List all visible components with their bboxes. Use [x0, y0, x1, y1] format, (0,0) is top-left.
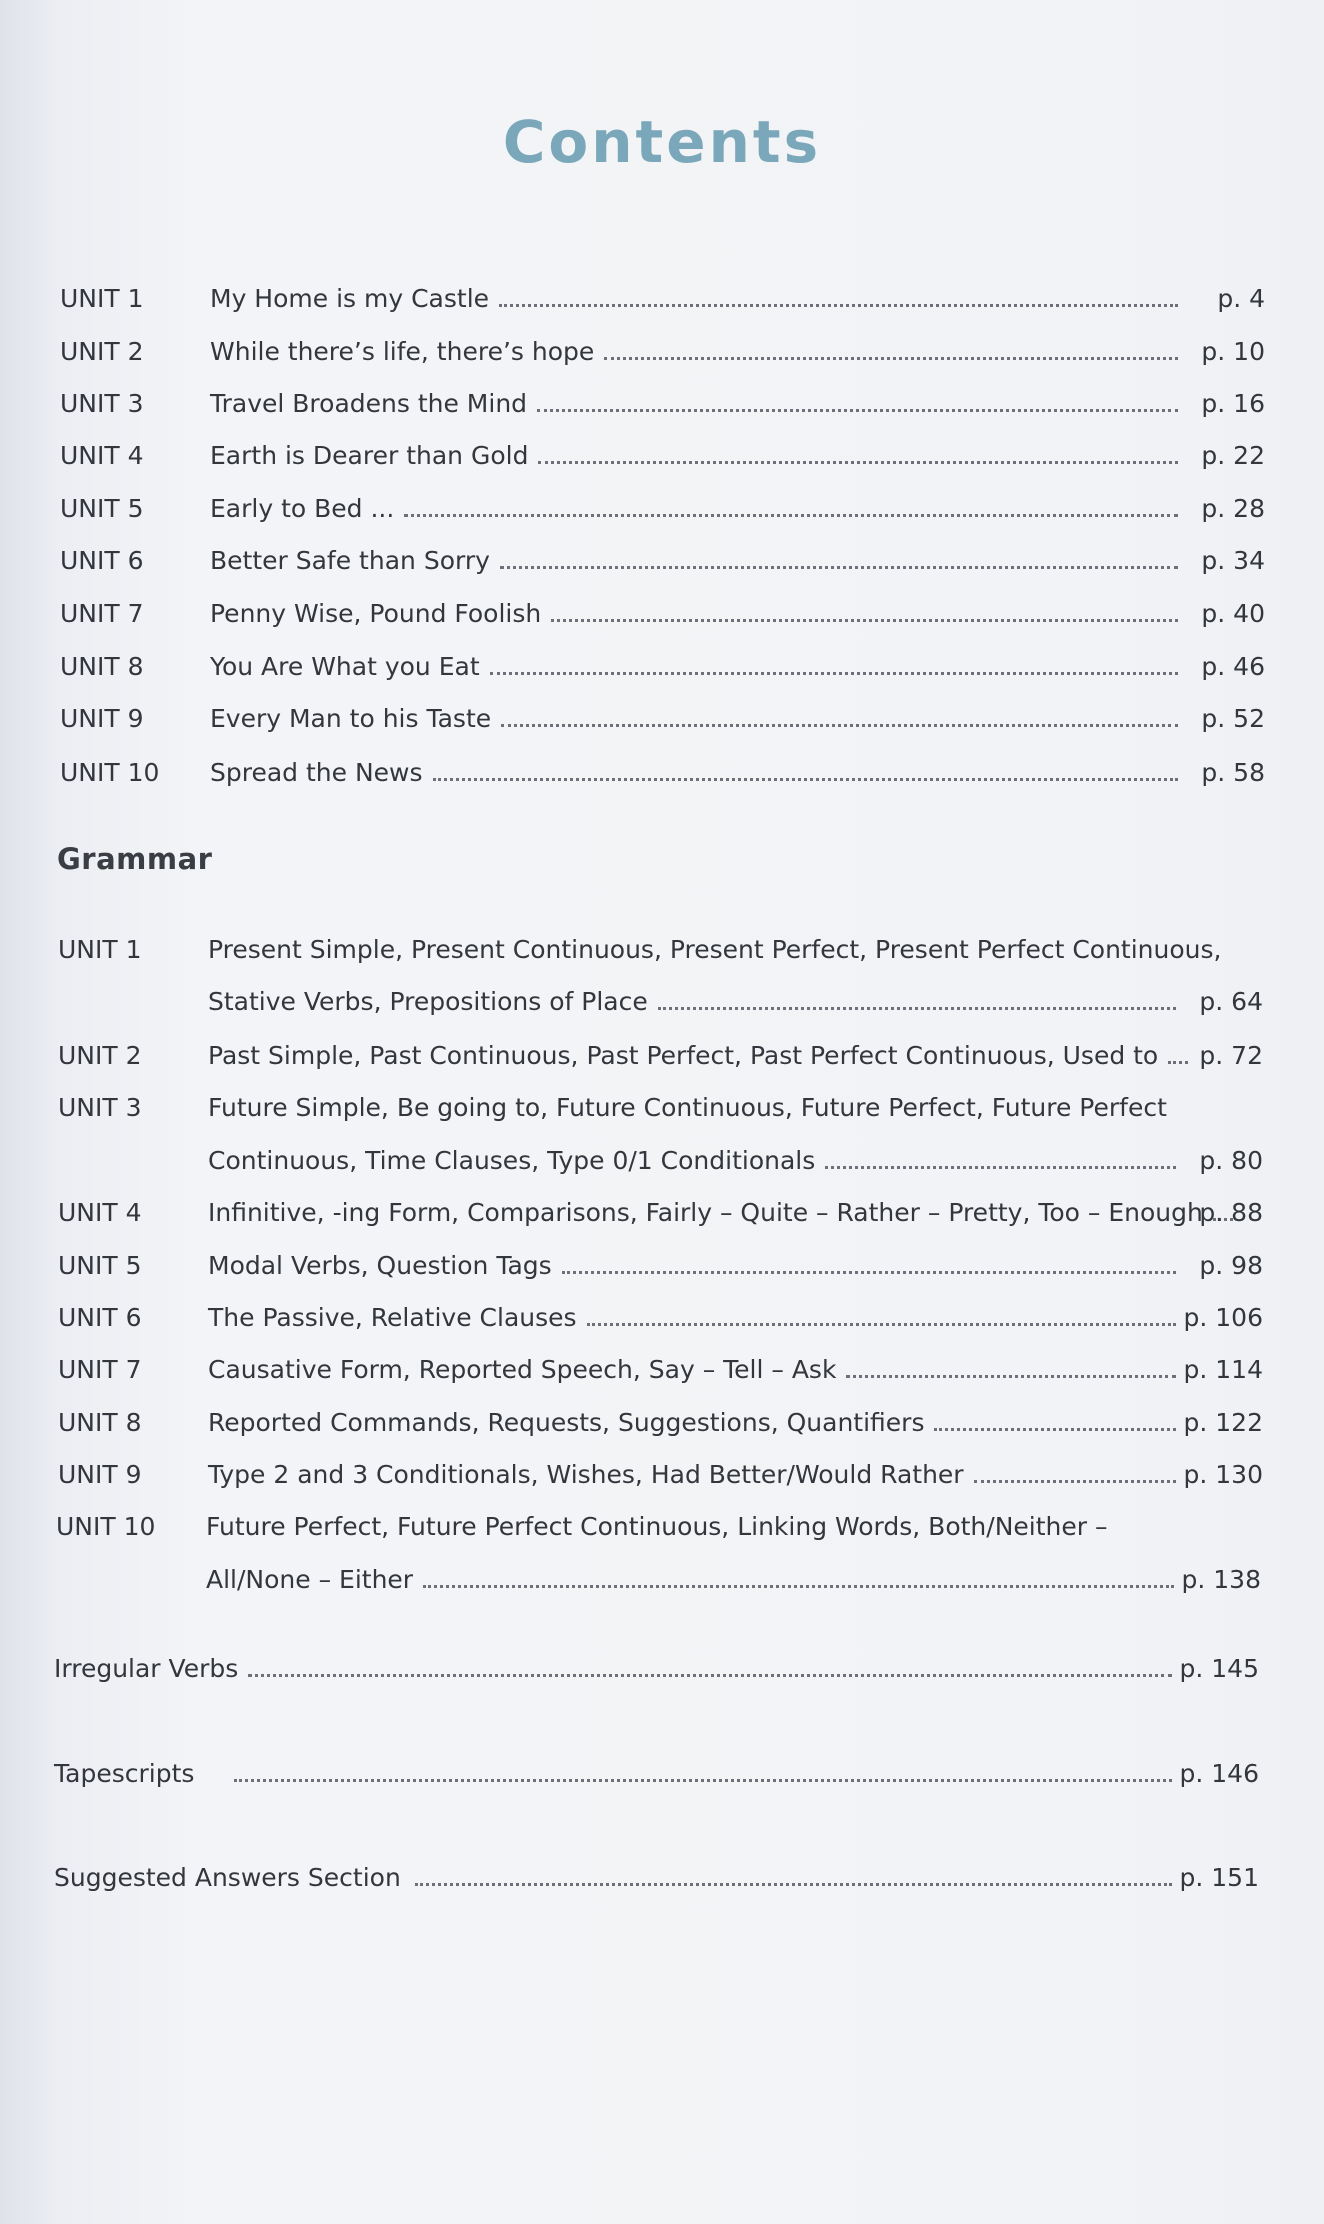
grammar-topic: Past Simple, Past Continuous, Past Perfect, Past Perfect Continuous, Used to [208, 1041, 1159, 1070]
toc-entry-suggested-answers[interactable] [54, 1858, 1259, 1898]
unit-label: UNIT 6 [60, 546, 144, 575]
grammar-topic-line1: Future Perfect, Future Perfect Continuous, Linking Words, Both/Neither – [206, 1512, 1108, 1541]
unit-label: UNIT 5 [58, 1251, 142, 1280]
grammar-topic: Type 2 and 3 Conditionals, Wishes, Had Better/Would Rather [208, 1460, 964, 1489]
grammar-entry-unit-9[interactable] [58, 1455, 1263, 1495]
page-number: p. 72 [1199, 1041, 1263, 1070]
page-number: p. 145 [1179, 1654, 1259, 1683]
dot-leader [551, 618, 1178, 622]
page-number: p. 4 [1217, 284, 1265, 313]
unit-label: UNIT 2 [58, 1041, 142, 1070]
grammar-topic-line2: All/None – Either [206, 1565, 414, 1594]
grammar-topic: Causative Form, Reported Speech, Say – Tell – Ask [208, 1355, 837, 1384]
page-number: p. 10 [1201, 337, 1265, 366]
dot-leader [974, 1479, 1176, 1483]
dot-leader [433, 777, 1178, 781]
grammar-topic-line1: Future Simple, Be going to, Future Continuous, Future Perfect, Future Perfect [208, 1093, 1167, 1122]
dot-leader [500, 565, 1178, 569]
grammar-topic-line2: Stative Verbs, Prepositions of Place [208, 987, 648, 1016]
page-number: p. 122 [1183, 1408, 1263, 1437]
unit-label: UNIT 1 [60, 284, 144, 313]
page-number: p. 16 [1201, 389, 1265, 418]
unit-topic: Travel Broadens the Mind [210, 389, 528, 418]
page-number: p. 22 [1201, 441, 1265, 470]
dot-leader [658, 1006, 1176, 1010]
appendix-label: Suggested Answers Section [54, 1863, 401, 1892]
page-number: p. 80 [1199, 1146, 1263, 1175]
unit-label: UNIT 7 [60, 599, 144, 628]
dot-leader [537, 408, 1178, 412]
unit-topic: Better Safe than Sorry [210, 546, 490, 575]
dot-leader [846, 1374, 1176, 1378]
unit-label: UNIT 9 [60, 704, 144, 733]
page-number: p. 106 [1183, 1303, 1263, 1332]
unit-label: UNIT 8 [58, 1408, 142, 1437]
page-number: p. 46 [1201, 652, 1265, 681]
unit-label: UNIT 3 [60, 389, 144, 418]
unit-label: UNIT 10 [60, 758, 160, 787]
dot-leader [825, 1165, 1176, 1169]
toc-entry-irregular-verbs[interactable] [54, 1649, 1259, 1689]
unit-topic: While there’s life, there’s hope [210, 337, 595, 366]
dot-leader [934, 1427, 1176, 1431]
dot-leader [415, 1882, 1172, 1886]
dot-leader [234, 1778, 1172, 1782]
page-number: p. 34 [1201, 546, 1265, 575]
toc-entry-unit-3[interactable] [60, 384, 1265, 424]
grammar-topic: Reported Commands, Requests, Suggestions, Quantifiers [208, 1408, 925, 1437]
unit-label: UNIT 8 [60, 652, 144, 681]
dot-leader [562, 1270, 1176, 1274]
dot-leader [499, 303, 1178, 307]
dot-leader [538, 460, 1178, 464]
page-title: Contents [502, 108, 822, 176]
appendix-label: Tapescripts [54, 1759, 195, 1788]
unit-topic: Earth is Dearer than Gold [210, 441, 529, 470]
unit-label: UNIT 2 [60, 337, 144, 366]
grammar-entry-unit-8[interactable] [58, 1403, 1263, 1443]
unit-label: UNIT 6 [58, 1303, 142, 1332]
grammar-entry-unit-5[interactable] [58, 1246, 1263, 1286]
page-number: p. 40 [1201, 599, 1265, 628]
unit-label: UNIT 4 [58, 1198, 142, 1227]
dot-leader [248, 1673, 1172, 1677]
toc-entry-unit-5[interactable] [60, 489, 1265, 529]
grammar-topic-row [58, 1141, 1263, 1181]
unit-topic: Every Man to his Taste [210, 704, 492, 733]
toc-entry-unit-4[interactable] [60, 436, 1265, 476]
dot-leader [501, 723, 1178, 727]
unit-topic: Spread the News [210, 758, 423, 787]
appendix-label: Irregular Verbs [54, 1654, 239, 1683]
dot-leader [490, 671, 1178, 675]
unit-label: UNIT 4 [60, 441, 144, 470]
grammar-heading: Grammar [57, 842, 213, 876]
unit-topic: Early to Bed ... [210, 494, 395, 523]
toc-entry-unit-9[interactable] [60, 699, 1265, 739]
unit-label: UNIT 1 [58, 935, 142, 964]
grammar-entry-unit-7[interactable] [58, 1350, 1263, 1390]
toc-entry-unit-2[interactable] [60, 332, 1265, 372]
page-number: p. 151 [1179, 1863, 1259, 1892]
page-number: p. 64 [1199, 987, 1263, 1016]
grammar-topic: Modal Verbs, Question Tags [208, 1251, 552, 1280]
dot-leader [404, 513, 1178, 517]
page-number: p. 146 [1179, 1759, 1259, 1788]
unit-label: UNIT 5 [60, 494, 144, 523]
dot-leader [587, 1322, 1176, 1326]
page-number: p. 98 [1199, 1251, 1263, 1280]
page-number: p. 88 [1199, 1198, 1263, 1227]
grammar-entry-unit-6[interactable] [58, 1298, 1263, 1338]
grammar-topic-line2: Continuous, Time Clauses, Type 0/1 Conditionals [208, 1146, 816, 1175]
toc-entry-unit-10[interactable] [60, 753, 1265, 793]
page-number: p. 130 [1183, 1460, 1263, 1489]
grammar-topic-row [56, 1560, 1261, 1600]
unit-label: UNIT 3 [58, 1093, 142, 1122]
toc-entry-unit-7[interactable] [60, 594, 1265, 634]
unit-label: UNIT 10 [56, 1512, 156, 1541]
toc-entry-unit-8[interactable] [60, 647, 1265, 687]
page-number: p. 28 [1201, 494, 1265, 523]
unit-label: UNIT 7 [58, 1355, 142, 1384]
toc-entry-tapescripts[interactable] [54, 1754, 1259, 1794]
unit-topic: You Are What you Eat [210, 652, 480, 681]
unit-topic: Penny Wise, Pound Foolish [210, 599, 542, 628]
page-number: p. 58 [1201, 758, 1265, 787]
grammar-topic-line1: Present Simple, Present Continuous, Present Perfect, Present Perfect Continuous, [208, 935, 1222, 964]
grammar-topic: Infinitive, -ing Form, Comparisons, Fairly – Quite – Rather – Pretty, Too – Enough [208, 1198, 1203, 1227]
grammar-entry-unit-2[interactable] [58, 1036, 1263, 1076]
grammar-topic: The Passive, Relative Clauses [208, 1303, 577, 1332]
dot-leader [1168, 1060, 1188, 1064]
unit-label: UNIT 9 [58, 1460, 142, 1489]
grammar-entry-unit-4[interactable] [58, 1193, 1263, 1233]
grammar-topic-row [58, 982, 1263, 1022]
page-number: p. 114 [1183, 1355, 1263, 1384]
unit-topic: My Home is my Castle [210, 284, 490, 313]
toc-entry-unit-1[interactable] [60, 279, 1265, 319]
dot-leader [604, 356, 1178, 360]
page-number: p. 52 [1201, 704, 1265, 733]
toc-entry-unit-6[interactable] [60, 541, 1265, 581]
dot-leader [423, 1584, 1174, 1588]
page-number: p. 138 [1181, 1565, 1261, 1594]
